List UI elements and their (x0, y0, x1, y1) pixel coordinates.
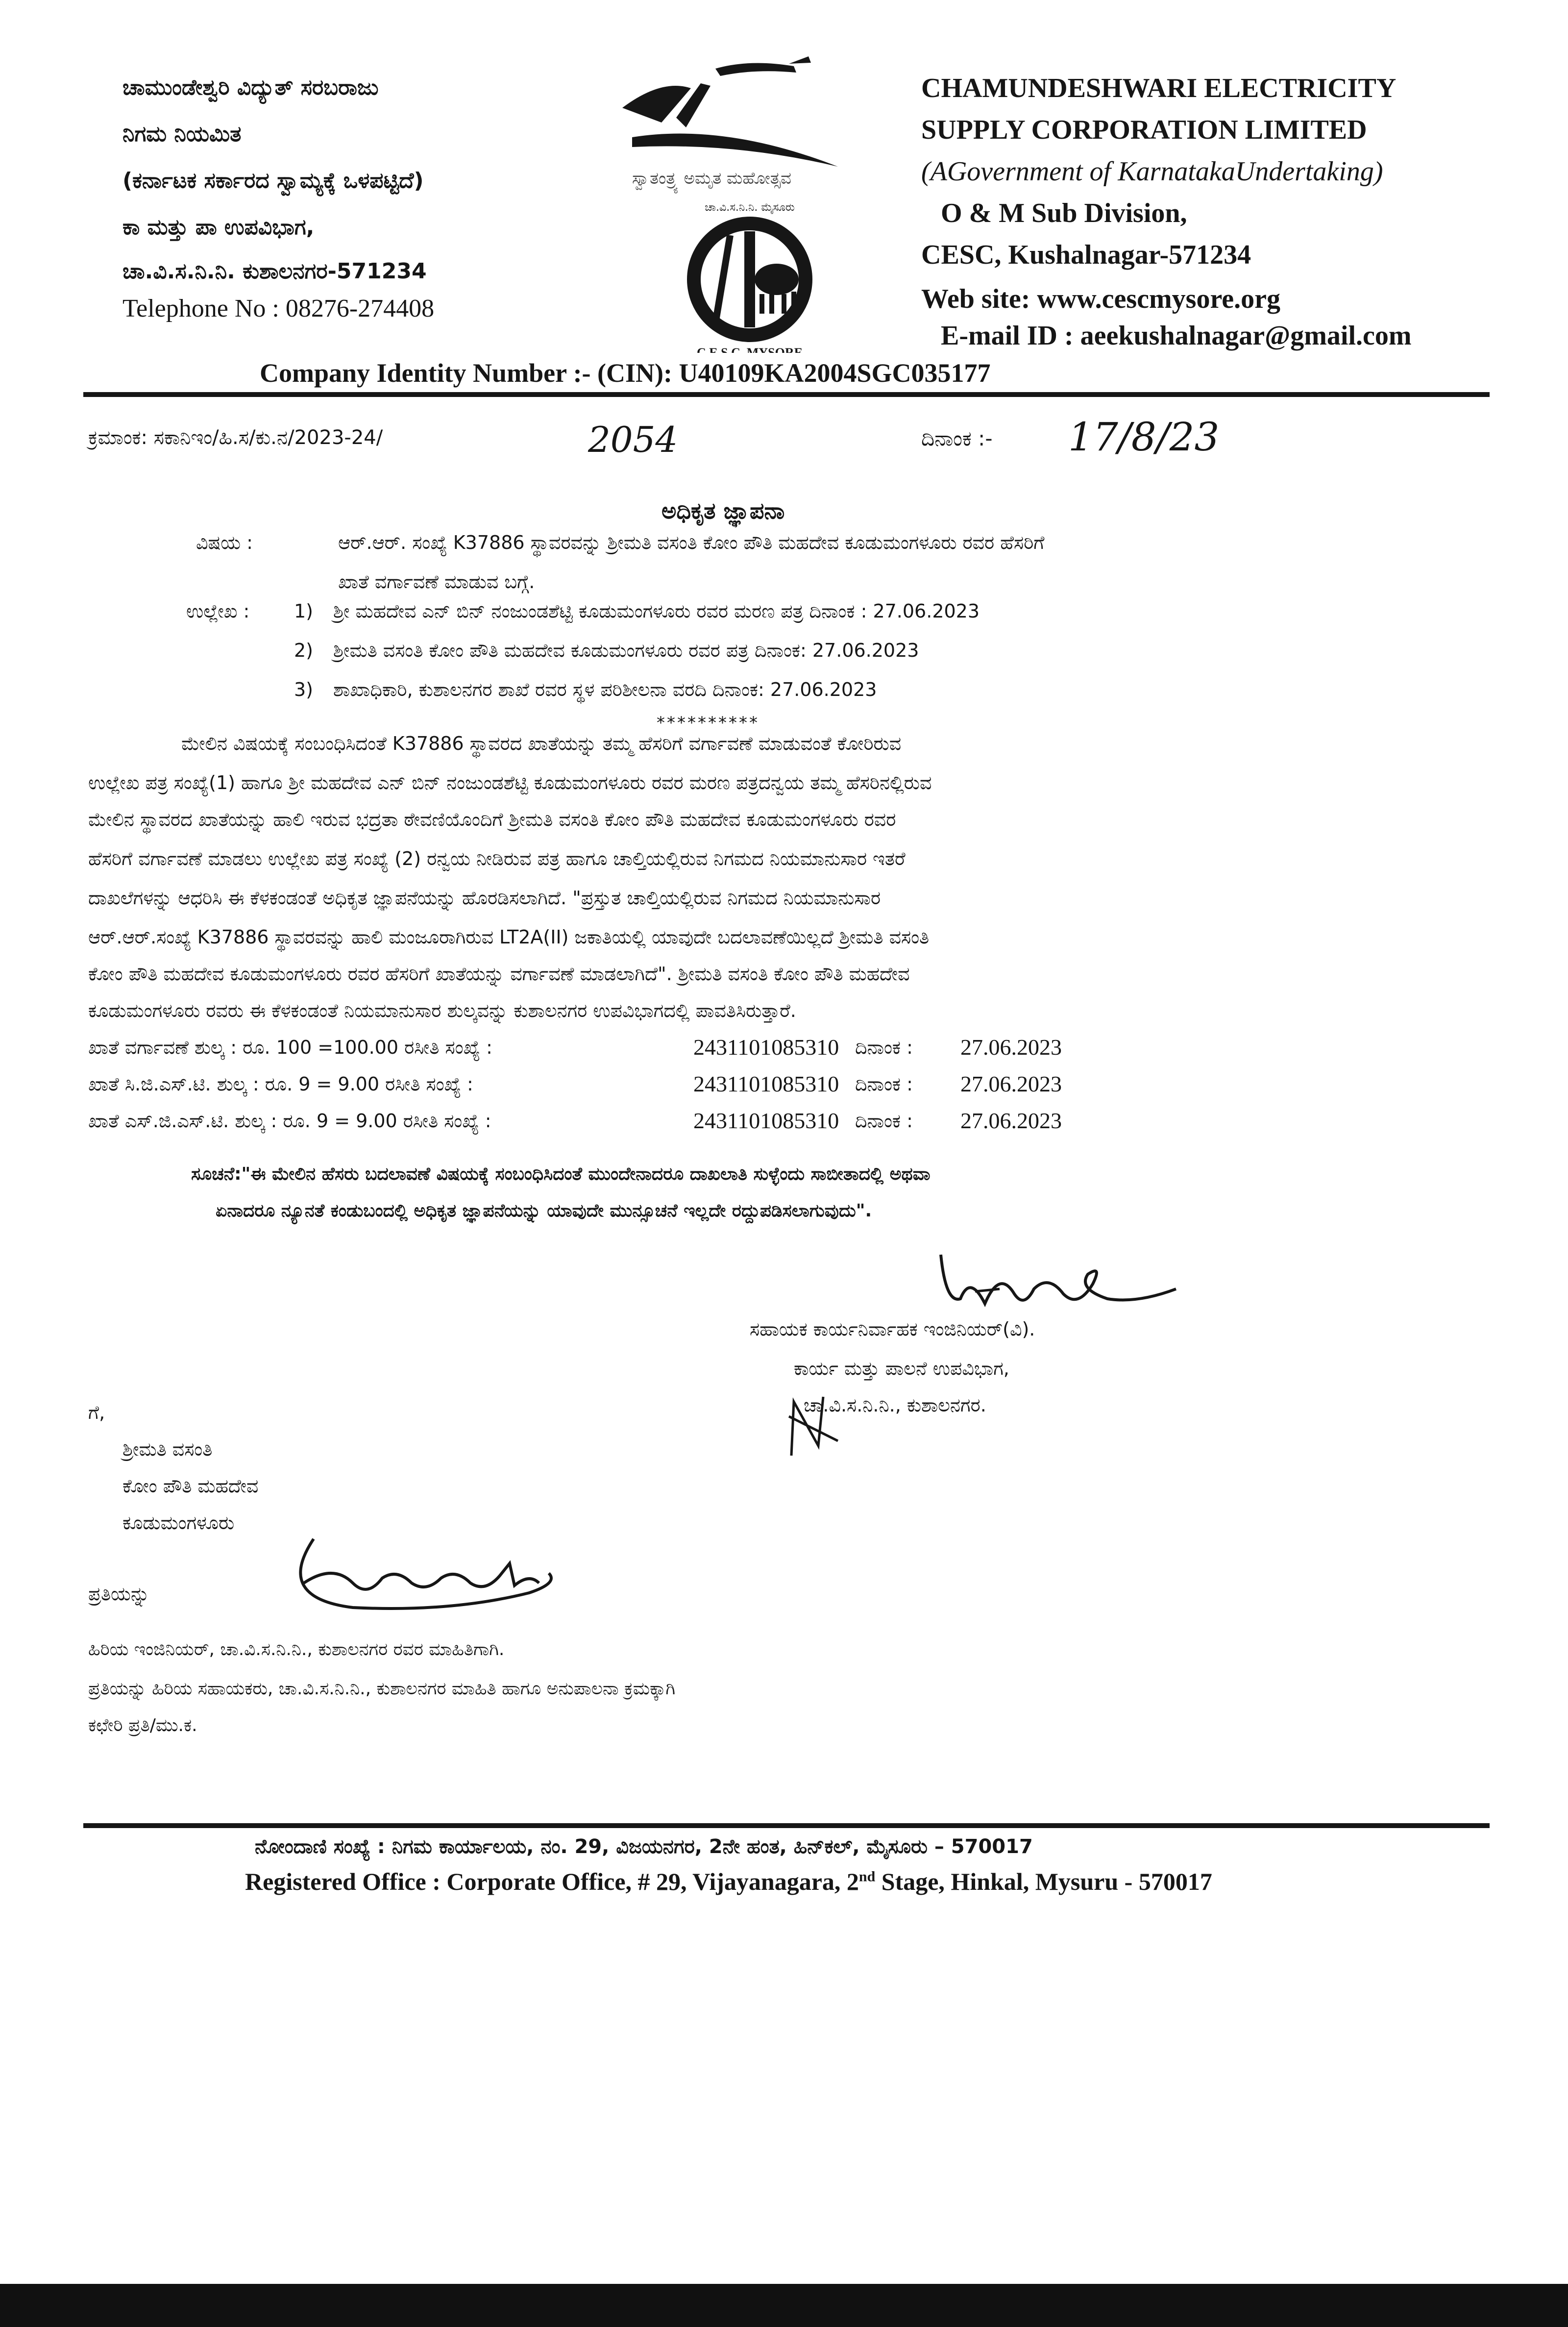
fee-2-date-label: ದಿನಾಂಕ : (855, 1073, 913, 1095)
fee-1-date-label: ದಿನಾಂಕ : (855, 1037, 913, 1058)
header-english-line-3: (AGovernment of KarnatakaUndertaking) (921, 156, 1383, 187)
reference-1-text: ಶ್ರೀ ಮಹದೇವ ಎನ್ ಬಿನ್ ನಂಜುಂಡಶೆಟ್ಟಿ ಕೂಡುಮಂಗಳೂರು ರವರ ಮರಣ ಪತ್ರ ದಿನಾಂಕ : 27.06.2023 (333, 600, 980, 622)
recipient-line-1: ಶ್ರೀಮತಿ ವಸಂತಿ (122, 1438, 213, 1460)
svg-text:ಸ್ವಾತಂತ್ರ್ಯ ಅಮೃತ ಮಹೋತ್ಸವ: ಸ್ವಾತಂತ್ರ್ಯ ಅಮೃತ ಮಹೋತ್ಸವ (632, 169, 791, 188)
header-english-line-2: SUPPLY CORPORATION LIMITED (921, 115, 1367, 145)
header-kannada-line-5: ಚಾ.ವಿ.ಸ.ನಿ.ನಿ. ಕುಶಾಲನಗರ-571234 (122, 259, 427, 284)
reference-number-handwritten: 2054 (588, 419, 678, 460)
telephone: Telephone No : 08276-274408 (122, 295, 435, 322)
memo-title: ಅಧಿಕೃತ ಜ್ಞಾಪನಾ (662, 497, 785, 524)
footer-english: Registered Office : Corporate Office, # 29, Vijayanagara, 2nd Stage, Hinkal, Mysuru - 570017 (245, 1868, 1212, 1895)
reference-3-text: ಶಾಖಾಧಿಕಾರಿ, ಕುಶಾಲನಗರ ಶಾಖೆ ರವರ ಸ್ಥಳ ಪರಿಶೀಲನಾ ವರದಿ ದಿನಾಂಕ: 27.06.2023 (333, 679, 877, 700)
footer-kannada: ನೋಂದಾಣಿ ಸಂಖ್ಯೆ : ನಿಗಮ ಕಾರ್ಯಾಲಯ, ನಂ. 29, ವಿಜಯನಗರ, 2ನೇ ಹಂತ, ಹಿನ್‌ಕಲ್, ಮೈಸೂರು – 570017 (255, 1835, 1033, 1858)
logo-text-bottom: C.E.S.C. MYSORE (697, 346, 803, 353)
reference-1-num: 1) (294, 600, 314, 622)
fee-1-label: ಖಾತೆ ವರ್ಗಾವಣೆ ಶುಲ್ಕ : ರೂ. 100 =100.00 ರಸೀತಿ ಸಂಖ್ಯೆ : (88, 1037, 492, 1058)
date-label: ದಿನಾಂಕ :- (921, 426, 993, 450)
subject-label: ವಿಷಯ : (196, 532, 253, 553)
references-label: ಉಲ್ಲೇಖ : (186, 600, 250, 622)
header-kannada-line-1: ಚಾಮುಂಡೇಶ್ವರಿ ವಿದ್ಯುತ್ ಸರಬರಾಜು (122, 75, 379, 100)
subject-line-2: ಖಾತೆ ವರ್ಗಾವಣೆ ಮಾಡುವ ಬಗ್ಗೆ. (338, 571, 535, 593)
header-email: E-mail ID : aeekushalnagar@gmail.com (941, 321, 1412, 351)
header-kannada-line-4: ಕಾ ಮತ್ತು ಪಾ ಉಪವಿಭಾಗ, (122, 215, 315, 240)
fee-1-receipt: 2431101085310 (693, 1035, 839, 1060)
signatory-line-2: ಕಾರ್ಯ ಮತ್ತು ಪಾಲನೆ ಉಪವಿಭಾಗ, (794, 1358, 1009, 1379)
fee-2-date: 27.06.2023 (960, 1071, 1062, 1096)
header-kannada-line-2: ನಿಗಮ ನಿಯಮಿತ (122, 122, 242, 147)
header-english-line-1: CHAMUNDESHWARI ELECTRICITY (921, 73, 1396, 103)
fee-3-date: 27.06.2023 (960, 1108, 1062, 1133)
body-line-6: ಆರ್.ಆರ್.ಸಂಖ್ಯೆ K37886 ಸ್ಥಾವರವನ್ನು ಹಾಲಿ ಮಂಜೂರಾಗಿರುವ LT2A(II) ಜಕಾತಿಯಲ್ಲಿ ಯಾವುದೇ ಬದಲಾವಣೆಯಿಲ್ಲದೆ ಶ್ರೀಮತಿ ವಸಂತಿ (88, 926, 930, 948)
body-line-1: ಮೇಲಿನ ವಿಷಯಕ್ಕೆ ಸಂಬಂಧಿಸಿದಂತೆ K37886 ಸ್ಥಾವರದ ಖಾತೆಯನ್ನು ತಮ್ಮ ಹೆಸರಿಗೆ ವರ್ಗಾವಣೆ ಮಾಡುವಂತೆ ಕೋರಿರುವ (181, 733, 902, 754)
recipient-signature (255, 1529, 608, 1627)
fee-3-label: ಖಾತೆ ಎಸ್.ಜಿ.ಎಸ್.ಟಿ. ಶುಲ್ಕ : ರೂ. 9 = 9.00 ರಸೀತಿ ಸಂಖ್ಯೆ : (88, 1110, 491, 1132)
recipient-line-3: ಕೂಡುಮಂಗಳೂರು (122, 1512, 235, 1534)
fee-1-date: 27.06.2023 (960, 1035, 1062, 1060)
header-kannada-line-3: (ಕರ್ನಾಟಕ ಸರ್ಕಾರದ ಸ್ವಾಮ್ಯಕ್ಕೆ ಒಳಪಟ್ಟಿದೆ) (122, 168, 424, 193)
separator: ********** (657, 713, 760, 733)
logo-text-top: ಚಾ.ವಿ.ಸ.ನಿ.ನಿ. ಮೈಸೂರು (705, 201, 795, 214)
reference-3-num: 3) (294, 679, 314, 700)
copy-line-1: ಹಿರಿಯ ಇಂಜಿನಿಯರ್, ಚಾ.ವಿ.ಸ.ನಿ.ನಿ., ಕುಶಾಲನಗರ ರವರ ಮಾಹಿತಿಗಾಗಿ. (88, 1639, 505, 1659)
date-handwritten: 17/8/23 (1068, 414, 1220, 460)
header-rule (83, 392, 1490, 397)
copy-line-3: ಕಛೇರಿ ಪ್ರತಿ/ಮು.ಕ. (88, 1715, 197, 1735)
body-line-5: ದಾಖಲೆಗಳನ್ನು ಆಧರಿಸಿ ಈ ಕೆಳಕಂಡಂತೆ ಅಧಿಕೃತ ಜ್ಞಾಪನೆಯನ್ನು ಹೊರಡಿಸಲಾಗಿದೆ. "ಪ್ರಸ್ತುತ ಚಾಲ್ತಿಯಲ್ಲಿರುವ ನಿಗಮದ ನಿಯಮಾನುಸಾರ (88, 887, 881, 909)
copy-line-2: ಪ್ರತಿಯನ್ನು ಹಿರಿಯ ಸಹಾಯಕರು, ಚಾ.ವಿ.ಸ.ನಿ.ನಿ., ಕುಶಾಲನಗರ ಮಾಹಿತಿ ಹಾಗೂ ಅನುಪಾಲನಾ ಕ್ರಮಕ್ಕಾಗಿ (88, 1679, 676, 1699)
reference-2-num: 2) (294, 640, 314, 661)
header-english-line-5: CESC, Kushalnagar-571234 (921, 240, 1251, 270)
body-line-8: ಕೂಡುಮಂಗಳೂರು ರವರು ಈ ಕೆಳಕಂಡಂತೆ ನಿಯಮಾನುಸಾರ ಶುಲ್ಕವನ್ನು ಕುಶಾಲನಗರ ಉಪವಿಭಾಗದಲ್ಲಿ ಪಾವತಿಸಿರುತ್ತಾರೆ. (88, 1000, 796, 1021)
footer-rule (83, 1823, 1490, 1828)
scan-bottom-band (0, 2284, 1568, 2327)
header-english-line-4: O & M Sub Division, (941, 198, 1187, 228)
fee-2-receipt: 2431101085310 (693, 1071, 839, 1096)
fee-3-receipt: 2431101085310 (693, 1108, 839, 1133)
header-website: Web site: www.cescmysore.org (921, 284, 1281, 314)
body-line-3: ಮೇಲಿನ ಸ್ಥಾವರದ ಖಾತೆಯನ್ನು ಹಾಲಿ ಇರುವ ಭದ್ರತಾ ಠೇವಣಿಯೊಂದಿಗೆ ಶ್ರೀಮತಿ ವಸಂತಿ ಕೋಂ ಪೌತಿ ಮಹದೇವ ಕೂಡುಮಂಗಳೂರು ರವರ (88, 809, 896, 830)
reference-number-label: ಕ್ರಮಾಂಕ: ಸಕಾನಿಇಂ/ಹಿ.ಸ/ಕು.ನ/2023-24/ (88, 426, 383, 449)
body-line-2: ಉಲ್ಲೇಖ ಪತ್ರ ಸಂಖ್ಯೆ(1) ಹಾಗೂ ಶ್ರೀ ಮಹದೇವ ಎನ್ ಬಿನ್ ನಂಜುಂಡಶೆಟ್ಟಿ ಕೂಡುಮಂಗಳೂರು ರವರ ಮರಣ ಪತ್ರದನ್ವಯ ತಮ್ಮ ಹೆಸರಿನಲ್ಲಿರುವ (88, 772, 932, 793)
reference-2-text: ಶ್ರೀಮತಿ ವಸಂತಿ ಕೋಂ ಪೌತಿ ಮಹದೇವ ಕೂಡುಮಂಗಳೂರು ರವರ ಪತ್ರ ದಿನಾಂಕ: 27.06.2023 (333, 640, 919, 661)
body-line-7: ಕೋಂ ಪೌತಿ ಮಹದೇವ ಕೂಡುಮಂಗಳೂರು ರವರ ಹೆಸರಿಗೆ ಖಾತೆಯನ್ನು ವರ್ಗಾವಣೆ ಮಾಡಲಾಗಿದೆ". ಶ್ರೀಮತಿ ವಸಂತಿ ಕೋಂ ಪೌತಿ ಮಹದೇವ (88, 963, 910, 985)
note-line-2: ಏನಾದರೂ ನ್ಯೂನತೆ ಕಂಡುಬಂದಲ್ಲಿ ಅಧಿಕೃತ ಜ್ಞಾಪನೆಯನ್ನು ಯಾವುದೇ ಮುನ್ಸೂಚನೆ ಇಲ್ಲದೇ ರದ್ದುಪಡಿಸಲಾಗುವುದು". (216, 1201, 872, 1221)
signatory-line-1: ಸಹಾಯಕ ಕಾರ್ಯನಿರ್ವಾಹಕ ಇಂಜಿನಿಯರ್(ವಿ). (750, 1318, 1035, 1340)
initials-mark (784, 1387, 843, 1461)
recipient-line-2: ಕೋಂ ಪೌತಿ ಮಹದೇವ (122, 1475, 259, 1497)
officer-signature (931, 1245, 1186, 1323)
subject-line-1: ಆರ್.ಆರ್. ಸಂಖ್ಯೆ K37886 ಸ್ಥಾವರವನ್ನು ಶ್ರೀಮತಿ ವಸಂತಿ ಕೋಂ ಪೌತಿ ಮಹದೇವ ಕೂಡುಮಂಗಳೂರು ರವರ ಹೆಸರಿಗೆ (338, 532, 1045, 553)
note-line-1: ಸೂಚನೆ:"ಈ ಮೇಲಿನ ಹೆಸರು ಬದಲಾವಣೆ ವಿಷಯಕ್ಕೆ ಸಂಬಂಧಿಸಿದಂತೆ ಮುಂದೇನಾದರೂ ದಾಖಲಾತಿ ಸುಳ್ಳೆಂದು ಸಾಬೀತಾದಲ್ಲಿ ಅಥವಾ (191, 1164, 931, 1184)
copy-label: ಪ್ರತಿಯನ್ನು (88, 1583, 150, 1605)
fee-3-date-label: ದಿನಾಂಕ : (855, 1110, 913, 1132)
fee-2-label: ಖಾತೆ ಸಿ.ಜಿ.ಎಸ್.ಟಿ. ಶುಲ್ಕ : ರೂ. 9 = 9.00 ರಸೀತಿ ಸಂಖ್ಯೆ : (88, 1073, 473, 1095)
body-line-4: ಹೆಸರಿಗೆ ವರ್ಗಾವಣೆ ಮಾಡಲು ಉಲ್ಲೇಖ ಪತ್ರ ಸಂಖ್ಯೆ (2) ರನ್ವಯ ನೀಡಿರುವ ಪತ್ರ ಹಾಗೂ ಚಾಲ್ತಿಯಲ್ಲಿರುವ ನಿಗಮದ ನಿಯಮಾನುಸಾರ ಇತರೆ (88, 848, 906, 869)
company-cin: Company Identity Number :- (CIN): U40109KA2004SGC035177 (260, 358, 991, 388)
to-label: ಗೆ, (88, 1402, 105, 1423)
cesc-logo (603, 49, 897, 353)
signatory-line-3: ಚಾ.ವಿ.ಸ.ನಿ.ನಿ., ಕುಶಾಲನಗರ. (804, 1394, 986, 1416)
